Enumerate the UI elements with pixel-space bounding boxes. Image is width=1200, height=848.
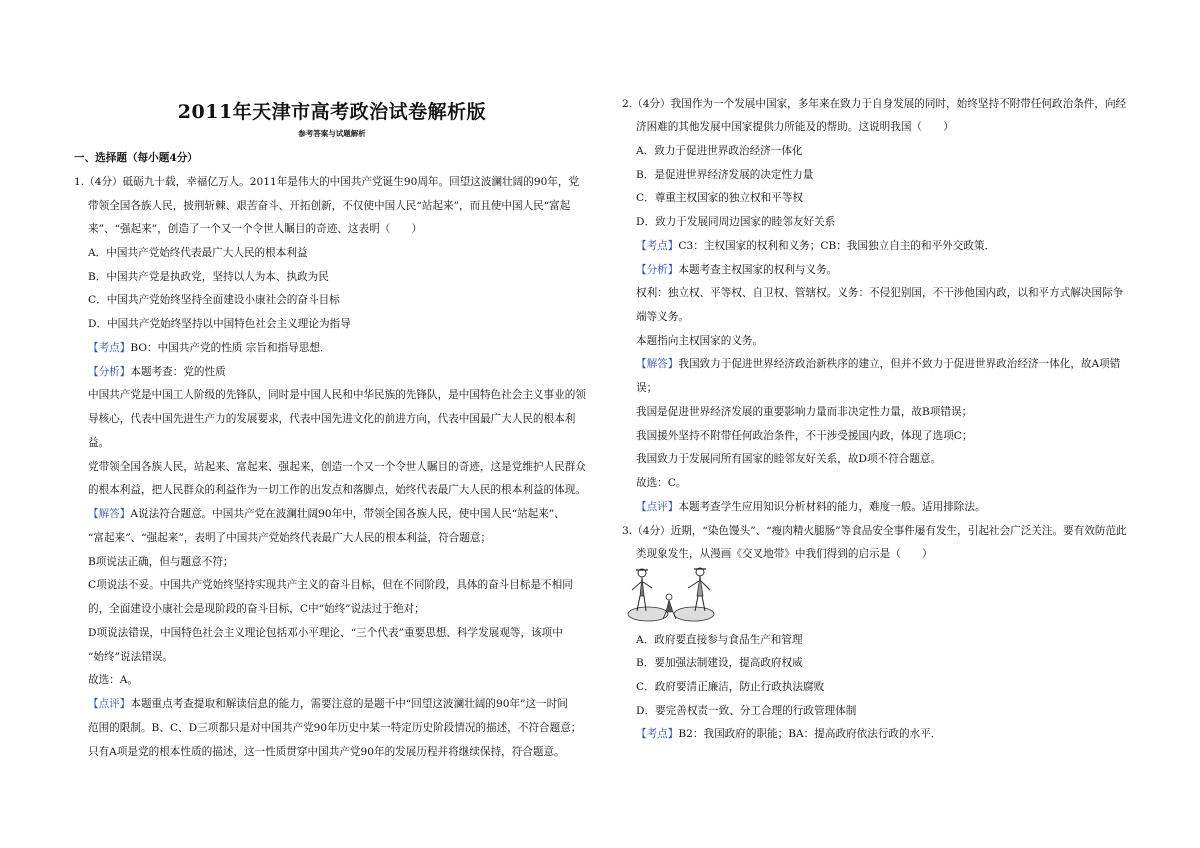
kaodian-tag: 【考点】 <box>636 728 679 740</box>
jieda-text: A说法符合题意。中国共产党在波澜壮阔90年中，带领全国各族人民，使中国人民“站起来”、 <box>130 508 565 520</box>
q2-kaodian <box>636 239 995 253</box>
q2-jieda-line: 我国援外坚持不附带任何政治条件，不干涉受援国内政，体现了选项C； <box>636 430 973 442</box>
cartoon-image <box>622 564 722 626</box>
q2-jieda-line: 误； <box>636 382 658 394</box>
q1-stem-line: 1.（4分）砥砺九十载，幸福亿万人。2011年是伟大的中国共产党诞生90周年。回望这波澜壮阔的90年，党 <box>74 176 580 188</box>
q1-fenxi-line: 益。 <box>88 437 110 449</box>
q2-dianping <box>636 500 986 514</box>
q1-stem-line: 带领全国各族人民，披荆斩棘、艰苦奋斗、开拓创新，不仅使中国人民“站起来”，而且使中国人民“富起 <box>88 200 571 212</box>
q3-option-c: C．政府要清正廉洁，防止行政执法腐败 <box>636 681 825 693</box>
q1-dianping-line: 只有A项是党的根本性质的描述，这一性质贯穿中国共产党90年的发展历程并将继续保持，符合题意。 <box>88 746 565 758</box>
jieda-tag: 【解答】 <box>88 508 131 520</box>
q1-jieda-line: “始终”说法错误。 <box>88 651 173 663</box>
q2-jieda-line: 我国是促进世界经济发展的重要影响力量而非决定性力量，故B项错误； <box>636 406 973 418</box>
q3-stem-line: 类现象发生，从漫画《交叉地带》中我们得到的启示是（ ） <box>636 548 933 560</box>
q2-fenxi-line: 权利：独立权、平等权、自卫权、管辖权。义务：不侵犯别国，不干涉他国内政，以和平方式解决国际争 <box>636 287 1124 299</box>
q2-jieda <box>636 357 1120 371</box>
q2-fenxi <box>636 263 837 277</box>
q3-option-d: D．要完善权责一致、分工合理的行政管理体制 <box>636 705 857 717</box>
dianping-tag: 【点评】 <box>88 698 131 710</box>
fenxi-text: 本题考查主权国家的权利与义务。 <box>678 264 838 276</box>
q2-stem-line: 济困难的其他发展中国家提供力所能及的帮助。这说明我国（ ） <box>636 121 954 133</box>
page-subtitle: 参考答案与试题解析 <box>298 129 366 138</box>
q3-option-a: A．政府要直接参与食品生产和管理 <box>636 634 803 646</box>
q1-jieda <box>88 507 565 521</box>
q1-option-d: D．中国共产党始终坚持以中国特色社会主义理论为指导 <box>88 318 351 330</box>
jieda-tag: 【解答】 <box>636 358 679 370</box>
section-heading: 一、选择题（每小题4分） <box>74 152 198 164</box>
q1-fenxi-line: 导核心，代表中国先进生产力的发展要求，代表中国先进文化的前进方向，代表中国最广大人民的根本利 <box>88 413 576 425</box>
q1-stem-line: 来”、“强起来”，创造了一个又一个令世人瞩目的奇迹、这表明（ ） <box>88 223 423 235</box>
fenxi-text: 本题考查：党的性质 <box>130 366 226 378</box>
q2-option-a: A．致力于促进世界政治经济一体化 <box>636 145 803 157</box>
q1-jieda-line: B项说法正确，但与题意不符； <box>88 556 234 568</box>
q2-option-d: D．致力于发展同周边国家的睦邻友好关系 <box>636 216 836 228</box>
q2-jieda-line: 故选：C。 <box>636 477 687 489</box>
dianping-text: 本题重点考查提取和解读信息的能力，需要注意的是题干中“回望这波澜壮阔的90年”这一时间 <box>130 698 568 710</box>
q1-option-b: B．中国共产党是执政党，坚持以人为本、执政为民 <box>88 271 329 283</box>
kaodian-text: B2：我国政府的职能；BA：提高政府依法行政的水平． <box>678 728 942 740</box>
q1-option-a: A．中国共产党始终代表最广大人民的根本利益 <box>88 247 308 259</box>
q2-stem-line: 2.（4分）我国作为一个发展中国家，多年来在致力于自身发展的同时，始终坚持不附带任何政治条件，向经 <box>622 98 1127 110</box>
q3-stem-line: 3.（4分）近期，“染色馒头”、“瘦肉精火腿肠”等食品安全事件屡有发生，引起社会广泛关注。要有效防范此 <box>622 525 1127 537</box>
q1-dianping-line: 范围的限制。B、C、D三项都只是对中国共产党90年历史中某一特定历史阶段情况的描述，不符合题意； <box>88 722 582 734</box>
dianping-text: 本题考查学生应用知识分析材料的能力，难度一般。适用排除法。 <box>678 501 986 513</box>
q1-fenxi-line: 中国共产党是中国工人阶级的先锋队，同时是中国人民和中华民族的先锋队，是中国特色社会主义事业的领 <box>88 389 586 401</box>
jieda-text: 我国致力于促进世界经济政治新秩序的建立，但并不致力于促进世界政治经济一体化，故A项错 <box>678 358 1121 370</box>
fenxi-tag: 【分析】 <box>88 366 131 378</box>
q3-kaodian <box>636 727 941 741</box>
q1-dianping <box>88 697 568 711</box>
page-title: 2011年天津市高考政治试卷解析版 <box>177 101 487 123</box>
q2-option-c: C．尊重主权国家的独立权和平等权 <box>636 192 804 204</box>
dianping-tag: 【点评】 <box>636 501 679 513</box>
kaodian-tag: 【考点】 <box>636 240 679 252</box>
q2-fenxi-line: 端等义务。 <box>636 311 689 323</box>
kaodian-text: BO：中国共产党的性质 宗旨和指导思想． <box>130 342 331 354</box>
q1-jieda-line: 故选：A。 <box>88 674 139 686</box>
q2-option-b: B．是促进世界经济发展的决定性力量 <box>636 169 814 181</box>
q2-fenxi-line: 本题指向主权国家的义务。 <box>636 335 764 347</box>
kaodian-text: C3：主权国家的权利和义务；CB：我国独立自主的和平外交政策． <box>678 240 996 252</box>
kaodian-tag: 【考点】 <box>88 342 131 354</box>
q2-jieda-line: 我国致力于发展同所有国家的睦邻友好关系，故D项不符合题意。 <box>636 453 942 465</box>
q1-jieda-line: C项说法不妥。中国共产党始终坚持实现共产主义的奋斗目标，但在不同阶段，具体的奋斗目标是不相同 <box>88 579 573 591</box>
q1-fenxi <box>88 365 226 379</box>
q3-option-b: B．要加强法制建设，提高政府权威 <box>636 657 803 669</box>
q1-fenxi-line: 党带领全国各族人民，站起来、富起来、强起来，创造一个又一个令世人瞩目的奇迹，这是党维护人民群众 <box>88 461 586 473</box>
q1-jieda-line: 的，全面建设小康社会是现阶段的奋斗目标，C中“始终”说法过于绝对； <box>88 603 425 615</box>
q1-jieda-line: D项说法错误，中国特色社会主义理论包括邓小平理论、“三个代表”重要思想、科学发展观等，该项中 <box>88 627 563 639</box>
q1-jieda-line: “富起来”、“强起来”，表明了中国共产党始终代表最广大人民的根本利益，符合题意； <box>88 532 492 544</box>
q1-option-c: C．中国共产党始终坚持全面建设小康社会的奋斗目标 <box>88 294 340 306</box>
q1-kaodian <box>88 341 331 355</box>
fenxi-tag: 【分析】 <box>636 264 679 276</box>
q1-fenxi-line: 的根本利益，把人民群众的利益作为一切工作的出发点和落脚点，始终代表最广大人民的根本利益的体现。 <box>88 484 586 496</box>
